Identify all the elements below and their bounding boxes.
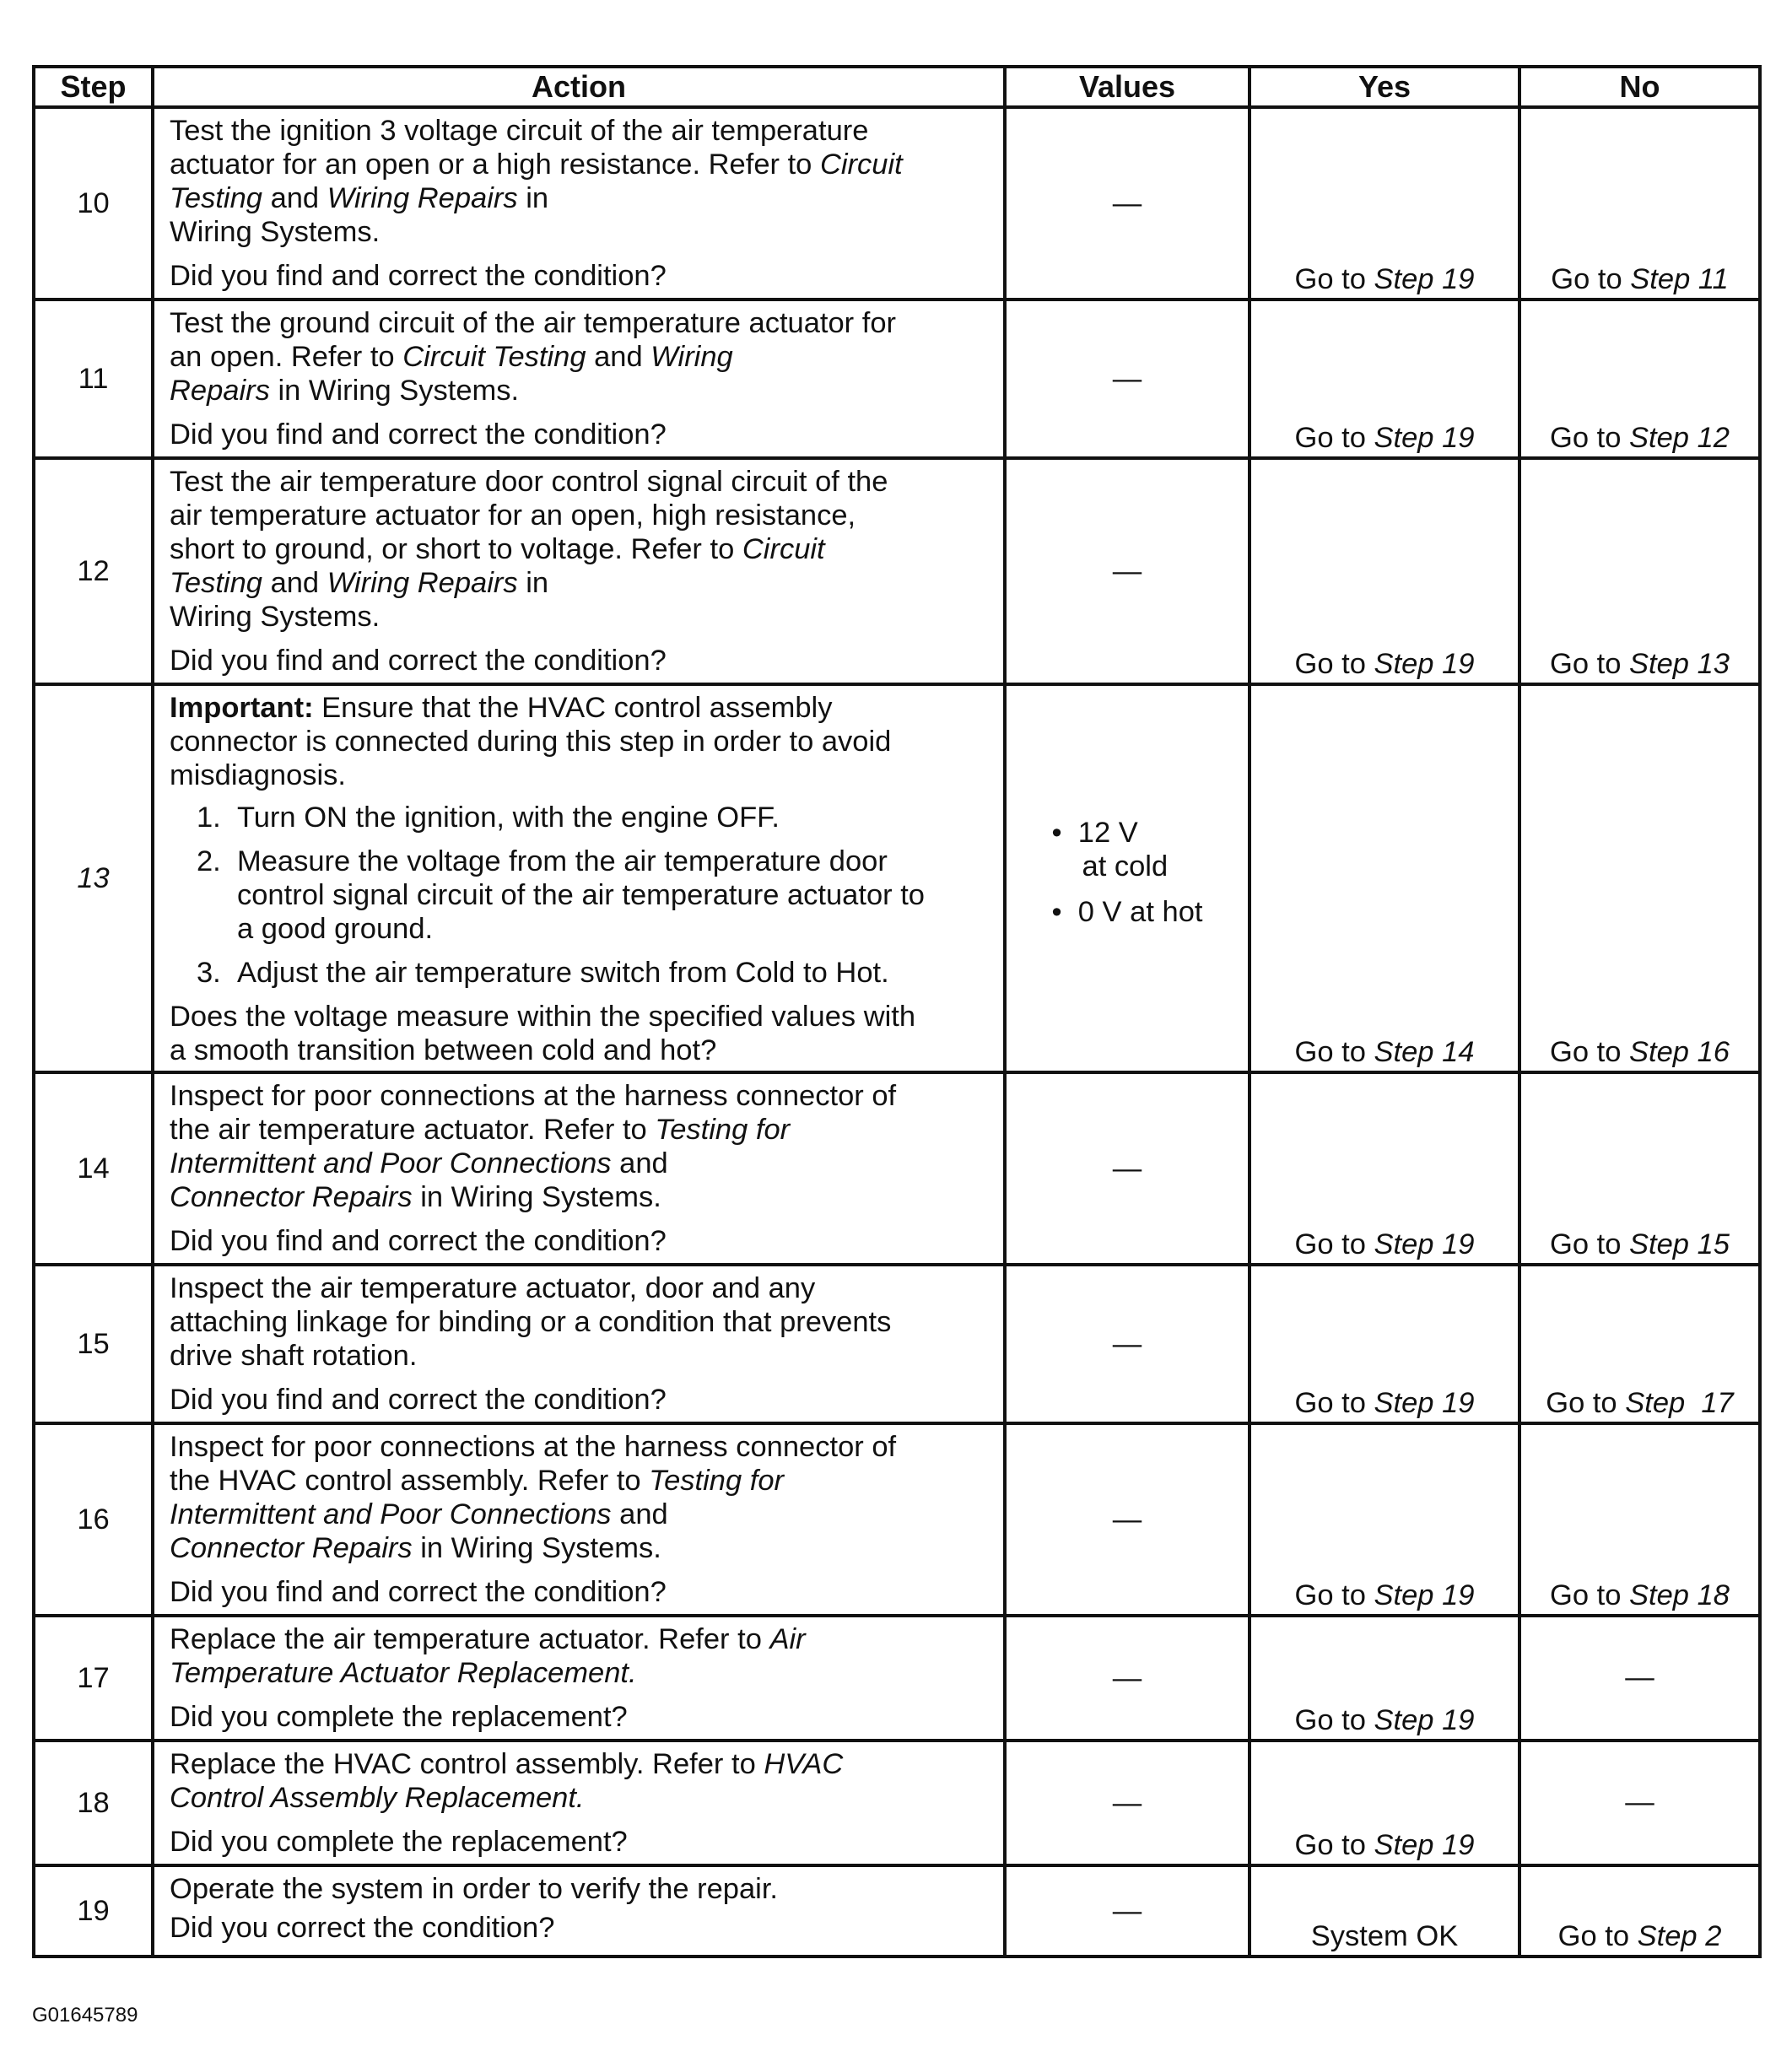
yes-cell: Go to Step 19 (1250, 1741, 1519, 1865)
action-text: Test the ignition 3 voltage circuit of the air temperature actuator for an open or a high resistance. Refer to Circuit Testing and Wiring Repairs in Wiring Systems. (170, 115, 903, 248)
action-cell (153, 1072, 1005, 1265)
value-cell: — (1005, 1865, 1250, 1957)
figure-id: G01645789 (32, 2004, 138, 2027)
action-cell (153, 1265, 1005, 1423)
table-row (34, 1265, 1760, 1423)
table-row (34, 1423, 1760, 1616)
no-cell: Go to Step 15 (1519, 1072, 1760, 1265)
list-item: 3. Adjust the air temperature switch from Cold to Hot. (197, 957, 889, 989)
table-row (34, 1616, 1760, 1741)
action-text: Operate the system in order to verify the repair. (170, 1873, 778, 1905)
step-number: 17 (34, 1616, 153, 1741)
no-cell: Go to Step 17 (1519, 1265, 1760, 1423)
value-cell: — (1005, 1072, 1250, 1265)
list-item: • 12 V at cold (1051, 817, 1169, 882)
yes-cell: System OK (1250, 1865, 1519, 1957)
value-cell: — (1005, 300, 1250, 458)
action-question: Did you find and correct the condition? (170, 1384, 667, 1416)
no-cell: Go to Step 2 (1519, 1865, 1760, 1957)
step-number: 18 (34, 1741, 153, 1865)
no-cell: Go to Step 13 (1519, 458, 1760, 684)
yes-cell: Go to Step 19 (1250, 300, 1519, 458)
header-yes: Yes (1250, 67, 1519, 107)
action-cell (153, 684, 1005, 1072)
action-text: Inspect for poor connections at the harness connector of the air temperature actuator. Refer to Testing for Intermittent and Poor Connections and Connector Repairs in Wiring Systems. (170, 1080, 897, 1213)
important-label: Important: (170, 692, 314, 724)
action-text: Test the ground circuit of the air temperature actuator for an open. Refer to Circuit Testing and Wiring Repairs in Wiring Systems. (170, 307, 897, 407)
action-question: Did you find and correct the condition? (170, 1225, 667, 1257)
action-cell (153, 1741, 1005, 1865)
yes-cell: Go to Step 14 (1250, 684, 1519, 1072)
action-text: Replace the air temperature actuator. Refer to Air Temperature Actuator Replacement. (170, 1623, 806, 1689)
step-number: 13 (34, 684, 153, 1072)
no-cell: — (1519, 1741, 1760, 1865)
yes-cell: Go to Step 19 (1250, 1423, 1519, 1616)
header-no: No (1519, 67, 1760, 107)
no-cell: Go to Step 18 (1519, 1423, 1760, 1616)
value-cell: — (1005, 458, 1250, 684)
action-cell (153, 1423, 1005, 1616)
action-cell (153, 1865, 1005, 1957)
table-row (34, 1072, 1760, 1265)
step-number: 14 (34, 1072, 153, 1265)
action-cell (153, 1616, 1005, 1741)
table-row (34, 458, 1760, 684)
action-question: Did you complete the replacement? (170, 1701, 628, 1733)
step-number: 11 (34, 300, 153, 458)
action-text: Inspect for poor connections at the harness connector of the HVAC control assembly. Refer to Testing for Intermittent and Poor Connections and Connector Repairs in Wiring Systems. (170, 1431, 897, 1564)
value-cell: — (1005, 107, 1250, 300)
step-number: 15 (34, 1265, 153, 1423)
yes-cell: Go to Step 19 (1250, 1265, 1519, 1423)
action-question: Does the voltage measure within the specified values with a smooth transition between cold and hot? (170, 1001, 916, 1066)
yes-cell: Go to Step 19 (1250, 1072, 1519, 1265)
step-number: 16 (34, 1423, 153, 1616)
step-number: 19 (34, 1865, 153, 1957)
list-item: 1. Turn ON the ignition, with the engine OFF. (197, 802, 780, 834)
value-cell (1005, 684, 1250, 1072)
table-row (34, 300, 1760, 458)
value-cell: — (1005, 1616, 1250, 1741)
table-row (34, 1865, 1760, 1957)
action-cell (153, 107, 1005, 300)
action-question: Did you find and correct the condition? (170, 1576, 667, 1608)
no-cell: Go to Step 11 (1519, 107, 1760, 300)
no-cell: Go to Step 16 (1519, 684, 1760, 1072)
action-cell (153, 458, 1005, 684)
yes-cell: Go to Step 19 (1250, 458, 1519, 684)
action-question: Did you complete the replacement? (170, 1826, 628, 1858)
header-step: Step (34, 67, 153, 107)
table-row (34, 684, 1760, 1072)
no-cell: Go to Step 12 (1519, 300, 1760, 458)
header-action: Action (153, 67, 1005, 107)
header-values: Values (1005, 67, 1250, 107)
action-cell (153, 300, 1005, 458)
table-row (34, 1741, 1760, 1865)
step-number: 10 (34, 107, 153, 300)
substep-list (170, 801, 995, 990)
action-text: Replace the HVAC control assembly. Refer to HVAC Control Assembly Replacement. (170, 1748, 844, 1814)
table-header-row (34, 67, 1760, 107)
action-text: Test the air temperature door control signal circuit of the air temperature actuator for an open, high resistance, short to ground, or short to voltage. Refer to Circuit Testing and Wiring Repairs in Wiring Systems. (170, 466, 888, 633)
action-question: Did you correct the condition? (170, 1912, 555, 1944)
list-item: • 0 V at hot (1051, 896, 1203, 928)
action-text: Inspect the air temperature actuator, door and any attaching linkage for binding or a condition that prevents drive shaft rotation. (170, 1272, 892, 1372)
value-list (1052, 816, 1203, 941)
value-cell: — (1005, 1423, 1250, 1616)
yes-cell: Go to Step 19 (1250, 107, 1519, 300)
no-cell: — (1519, 1616, 1760, 1741)
value-cell: — (1005, 1741, 1250, 1865)
action-question: Did you find and correct the condition? (170, 260, 667, 292)
table-row (34, 107, 1760, 300)
action-question: Did you find and correct the condition? (170, 418, 667, 451)
yes-cell: Go to Step 19 (1250, 1616, 1519, 1741)
list-item: 2. Measure the voltage from the air temperature door control signal circuit of the air temperature actuator to a good ground. (197, 845, 925, 945)
important-note: Important: Ensure that the HVAC control assembly connector is connected during this step in order to avoid misdiagnosis. (170, 692, 892, 791)
step-number: 12 (34, 458, 153, 684)
action-question: Did you find and correct the condition? (170, 645, 667, 677)
value-cell: — (1005, 1265, 1250, 1423)
diagnostic-table (32, 65, 1762, 1958)
